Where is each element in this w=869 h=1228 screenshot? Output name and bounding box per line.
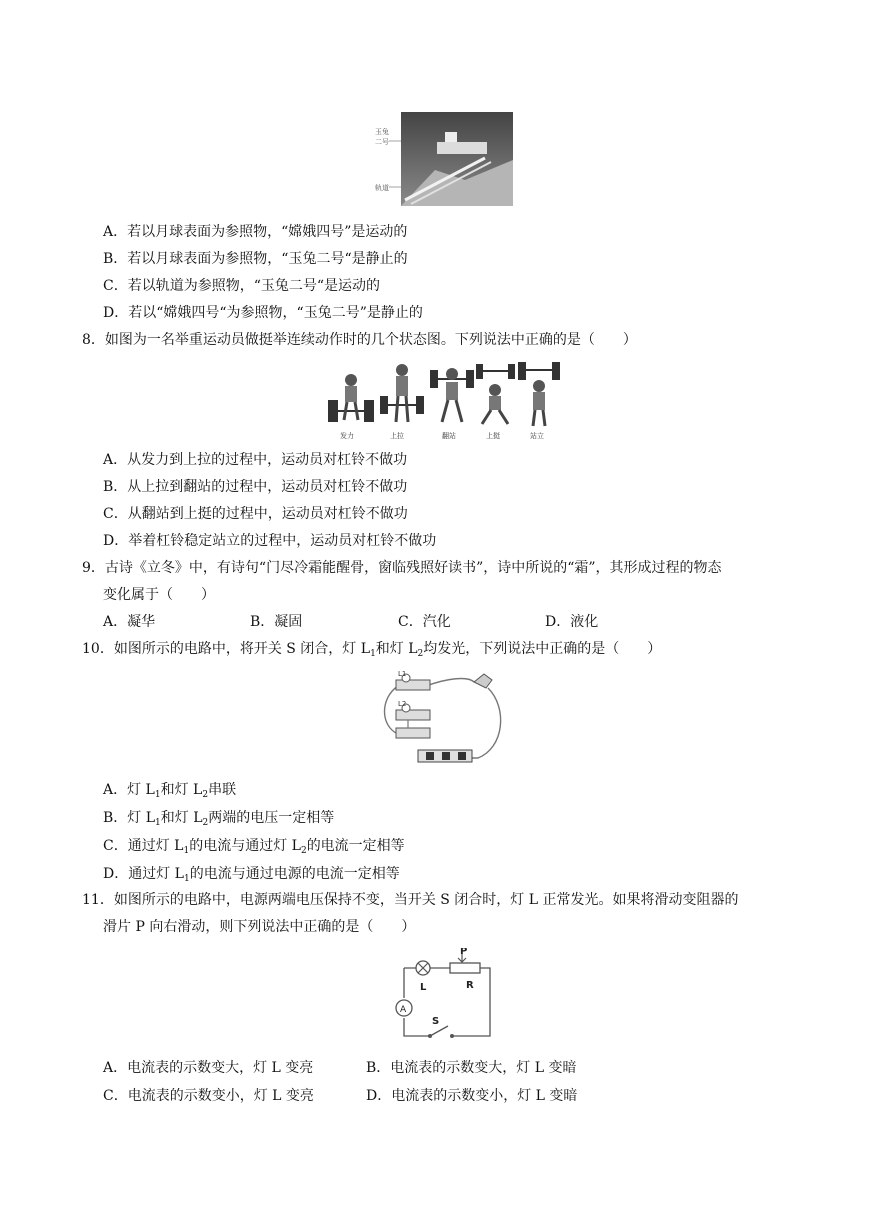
lifter-label-5: 站立 (530, 432, 544, 440)
q10-option-a (103, 780, 236, 800)
lifter-label-2: 上拉 (390, 432, 404, 440)
lunar-rover-photo (375, 110, 515, 208)
q10-option-c-sub-1: 1 (183, 846, 190, 856)
q8-option-d: D．举着杠铃稳定站立的过程中，运动员对杠铃不做功 (103, 533, 437, 549)
q8-option-b: B．从上拉到翻站的过程中，运动员对杠铃不做功 (103, 479, 408, 495)
q10-option-b-part-2: 和灯 L (160, 810, 203, 826)
weightlifter-sequence-image (326, 360, 562, 442)
q10-stem-part-1: 10．如图所示的电路中，将开关 S 闭合，灯 L (82, 641, 371, 657)
q10-stem (82, 639, 661, 659)
q10-option-c-part-1: C．通过灯 L (103, 838, 184, 854)
lifter-frame-1 (328, 374, 374, 422)
q7-option-a: A．若以月球表面为参照物，“嫦娥四号”是运动的 (103, 224, 408, 240)
q10-option-c (103, 836, 405, 856)
q9-stem-line-2: 变化属于（ ） (103, 587, 215, 603)
q9-stem-line-1: 9．古诗《立冬》中，有诗句“门尽冷霜能醒骨，窗临残照好读书”，诗中所说的“霜”，其形成过程的物态 (82, 560, 722, 576)
q8-option-a: A．从发力到上拉的过程中，运动员对杠铃不做功 (103, 452, 408, 468)
q10-option-b-part-1: B．灯 L (103, 810, 156, 826)
q10-option-b-part-3: 两端的电压一定相等 (208, 810, 335, 826)
q10-option-d-part-2: 的电流与通过电源的电流一定相等 (189, 866, 400, 882)
q10-option-c-sub-2: 2 (300, 846, 307, 856)
lifter-label-4: 上挺 (486, 432, 500, 440)
track-label: 轨道 (375, 184, 389, 192)
q8-figure (326, 360, 562, 442)
lifter-frame-2 (380, 364, 424, 422)
q10-option-d (103, 864, 400, 884)
q10-option-d-part-1: D．通过灯 L (103, 866, 184, 882)
q10-stem-sub-1: 1 (370, 649, 376, 659)
circuit-label-l2: L2 (398, 700, 407, 708)
lifter-frame-5 (518, 362, 560, 426)
q11-stem-line-2: 滑片 P 向右滑动，则下列说法中正确的是（ ） (103, 919, 416, 935)
q10-figure (378, 668, 512, 768)
q8-stem: 8．如图为一名举重运动员做挺举连续动作时的几个状态图。下列说法中正确的是（ ） (82, 332, 637, 348)
ammeter-label-a: A (400, 1005, 407, 1015)
q10-option-a-sub-1: 1 (154, 790, 161, 800)
q10-option-c-part-3: 的电流一定相等 (306, 838, 405, 854)
q11-option-a: A．电流表的示数变大，灯 L 变亮 (103, 1060, 314, 1076)
lifter-frame-4 (476, 364, 515, 424)
q11-figure (390, 948, 502, 1044)
q7-option-c: C．若以轨道为参照物，“玉兔二号“是运动的 (103, 278, 381, 294)
slider-label-p: P (460, 948, 468, 957)
rover-label-2: 二号 (375, 138, 389, 146)
q11-option-d: D．电流表的示数变小，灯 L 变暗 (366, 1088, 578, 1104)
rheostat-circuit-diagram (390, 948, 502, 1044)
q10-option-c-part-2: 的电流与通过灯 L (189, 838, 301, 854)
q10-option-b-sub-1: 1 (155, 818, 161, 828)
q7-option-b: B．若以月球表面为参照物，“玉兔二号“是静止的 (103, 251, 408, 267)
lamp-label-l: L (420, 982, 427, 993)
q7-option-d: D．若以“嫦娥四号“为参照物，“玉兔二号”是静止的 (103, 305, 423, 321)
lifter-label-1: 发力 (340, 432, 354, 440)
q8-option-c: C．从翻站到上挺的过程中，运动员对杠铃不做功 (103, 506, 408, 522)
q11-option-c: C．电流表的示数变小，灯 L 变亮 (103, 1088, 314, 1104)
circuit-label-l1: L1 (398, 670, 407, 678)
q10-option-d-sub-1: 1 (183, 874, 190, 884)
q10-stem-part-2: 和灯 L (375, 641, 418, 657)
q10-stem-part-3: 均发光，下列说法中正确的是（ ） (423, 641, 662, 657)
resistor-label-r: R (466, 980, 474, 991)
q9-option-c: C．汽化 (398, 614, 451, 630)
lifter-frame-3 (430, 368, 474, 422)
q9-option-d: D．液化 (545, 614, 599, 630)
q10-option-b (103, 808, 334, 828)
q11-option-b: B．电流表的示数变大，灯 L 变暗 (366, 1060, 577, 1076)
q9-option-b: B．凝固 (250, 614, 303, 630)
q9-option-a: A．凝华 (103, 614, 156, 630)
q10-option-a-part-1: A．灯 L (103, 782, 155, 798)
parallel-circuit-image (378, 668, 512, 768)
switch-label-s: S (432, 1016, 440, 1027)
q7-figure (375, 110, 515, 208)
q10-option-b-sub-2: 2 (202, 818, 209, 828)
q10-stem-sub-2: 2 (417, 649, 424, 659)
rover-label-1: 玉兔 (375, 128, 389, 136)
q11-stem-line-1: 11．如图所示的电路中，电源两端电压保持不变，当开关 S 闭合时，灯 L 正常发光。如果将滑动变阻器的 (82, 892, 739, 908)
q10-option-a-part-3: 串联 (208, 782, 237, 798)
q10-option-a-part-2: 和灯 L (160, 782, 203, 798)
q10-option-a-sub-2: 2 (202, 790, 209, 800)
lifter-label-3: 翻站 (442, 432, 456, 440)
